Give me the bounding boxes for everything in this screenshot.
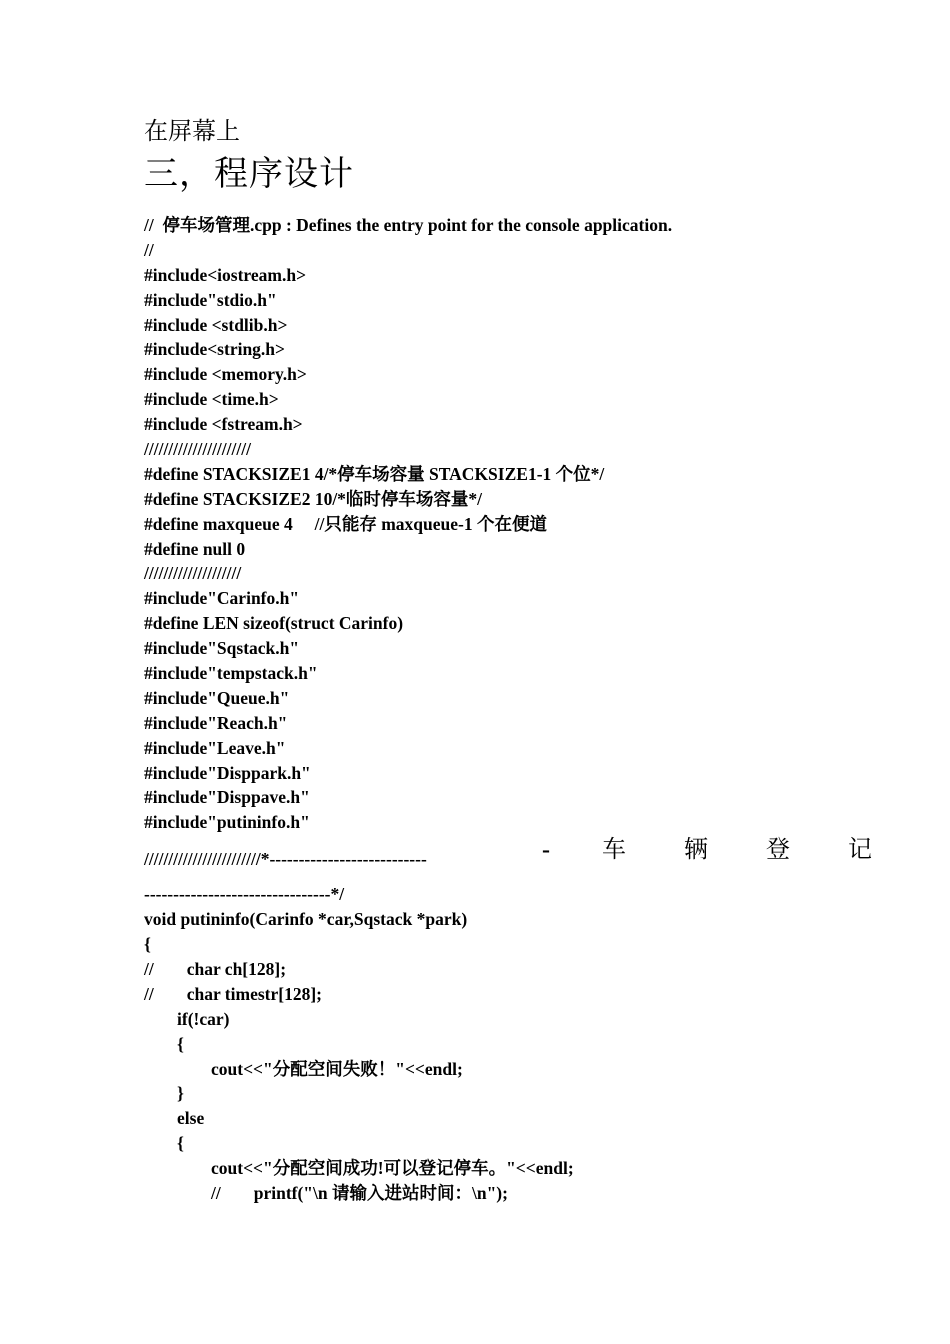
code-line: #include<string.h> [144,339,286,360]
code-line: #include"Carinfo.h" [144,588,300,609]
code-line: void putininfo(Carinfo *car,Sqstack *park) [144,909,468,930]
code-line: else [177,1108,205,1129]
code-line: { [177,1033,184,1054]
code-line: } [177,1083,184,1104]
code-line: #include"Disppark.h" [144,762,311,783]
code-line: { [177,1133,184,1154]
code-line: #include"Disppave.h" [144,787,310,808]
intro-text: 在屏幕上 [144,119,240,145]
commented-code-line [144,1181,844,1206]
code-line: #include"Leave.h" [144,737,286,758]
divider-word: - [542,837,550,864]
code-line: if(!car) [177,1008,230,1029]
code-line: #include <memory.h> [144,364,307,385]
code-line: #define STACKSIZE2 10/*临时停车场容量*/ [144,488,483,509]
code-line: ////////////////////// [144,439,251,460]
code-line: #define LEN sizeof(struct Carinfo) [144,613,404,634]
code-listing [144,213,872,1206]
code-line: { [144,934,151,955]
code-line: //////////////////// [144,563,242,584]
code-line: #include <time.h> [144,389,279,410]
divider-comment-left: ////////////////////////*--------------------------- [144,849,427,870]
code-line: cout<<"分配空间成功!可以登记停车。"<<endl; [211,1158,574,1179]
code-line: #include"putininfo.h" [144,812,310,833]
code-line: #include"Sqstack.h" [144,638,300,659]
section-heading: 三，程序设计 [144,156,354,193]
comment-text: char ch[128]; [186,958,287,979]
divider-word: 辆 [684,837,708,864]
code-line: // [144,239,154,260]
divider-word: 登 [766,837,790,864]
code-line: #include"Queue.h" [144,687,290,708]
comment-prefix: // [144,958,154,979]
commented-code-line [144,982,844,1007]
comment-text: printf("\n 请输入进站时间：\n"); [253,1182,508,1203]
commented-code-line [144,957,844,982]
code-line: #include"tempstack.h" [144,663,318,684]
code-line: #define maxqueue 4 //只能存 maxqueue-1 个在便道 [144,513,547,534]
code-line: --------------------------------*/ [144,884,345,905]
comment-prefix: // [144,983,154,1004]
code-line: #include <stdlib.h> [144,314,288,335]
code-line: #include <fstream.h> [144,414,303,435]
code-line: cout<<"分配空间失败！"<<endl; [211,1058,463,1079]
code-line: #define null 0 [144,538,246,559]
code-line: #define STACKSIZE1 4/*停车场容量 STACKSIZE1-1 个位*/ [144,463,605,484]
divider-word: 记 [848,837,872,864]
divider-comment-line [144,835,872,882]
code-line: // 停车场管理.cpp : Defines the entry point for the console application. [144,215,673,235]
comment-prefix: // [211,1182,221,1203]
code-line: #include"Reach.h" [144,712,288,733]
comment-text: char timestr[128]; [186,983,322,1004]
divider-word: 车 [602,837,626,864]
code-line: #include<iostream.h> [144,264,307,285]
divider-comment-title [542,835,872,865]
code-line: #include"stdio.h" [144,289,277,310]
